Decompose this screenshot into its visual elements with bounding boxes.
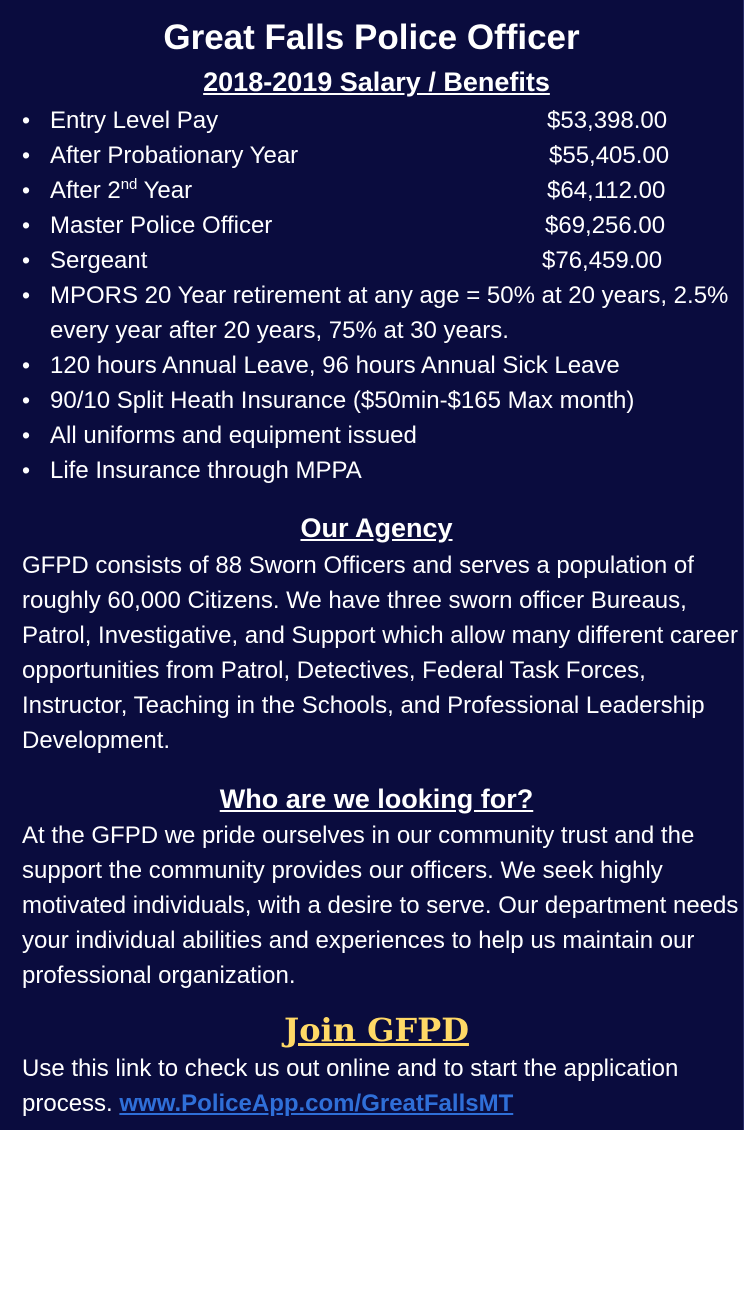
looking-heading: Who are we looking for?: [219, 784, 534, 814]
page-subtitle: 2018-2019 Salary / Benefits: [203, 67, 550, 97]
salary-label: Entry Level Pay: [50, 107, 219, 134]
salary-amount: $69,256.00: [545, 212, 666, 239]
bullet-icon: •: [22, 387, 31, 413]
benefit-text: 90/10 Split Heath Insurance ($50min-$165 Max month): [50, 387, 635, 414]
bullet-icon: •: [22, 212, 31, 238]
agency-text: GFPD consists of 88 Sworn Officers and serves a population of roughly 60,000 Citizens. We have three sworn officer Bureaus, Patrol, Investigative, and Support which allow many different career opportunities from Patrol, Detectives, Federal Task Forces, Instructor, Teaching in the Schools, and Professional Leadership Development.: [22, 552, 738, 754]
looking-text: At the GFPD we pride ourselves in our community trust and the support the community provides our officers. We seek highly motivated individuals, with a desire to serve. Our department needs your individual abilities and experiences to help us maintain our professional organization.: [22, 822, 739, 989]
bullet-icon: •: [22, 142, 31, 168]
benefit-text: MPORS 20 Year retirement at any age = 50% at 20 years, 2.5% every year after 20 years, 75% at 30 years.: [50, 282, 729, 344]
salary-label: Master Police Officer: [50, 212, 273, 239]
join-heading: Join GFPD: [284, 1011, 469, 1049]
salary-amount: $64,112.00: [547, 177, 666, 204]
salary-label: Sergeant: [50, 247, 148, 274]
benefit-text: Life Insurance through MPPA: [50, 457, 362, 484]
bullet-icon: •: [22, 282, 31, 308]
bullet-icon: •: [22, 457, 31, 483]
bullet-icon: •: [22, 352, 31, 378]
page-title: Great Falls Police Officer: [163, 18, 580, 57]
policeapp-link[interactable]: www.PoliceApp.com/GreatFallsMT: [119, 1090, 514, 1117]
salary-amount: $55,405.00: [549, 142, 670, 169]
join-text: Use this link to check us out online and to start the application process. www.PoliceApp.com/GreatFallsMT: [22, 1055, 679, 1117]
salary-label: After Probationary Year: [50, 142, 299, 169]
bullet-icon: •: [22, 177, 31, 203]
salary-amount: $53,398.00: [547, 107, 668, 134]
salary-label: After 2nd Year: [50, 176, 193, 204]
bullet-icon: •: [22, 247, 31, 273]
salary-amount: $76,459.00: [542, 247, 663, 274]
benefit-text: All uniforms and equipment issued: [50, 422, 417, 449]
agency-heading: Our Agency: [300, 513, 453, 543]
bullet-icon: •: [22, 107, 31, 133]
benefit-text: 120 hours Annual Leave, 96 hours Annual Sick Leave: [50, 352, 620, 379]
bullet-icon: •: [22, 422, 31, 448]
